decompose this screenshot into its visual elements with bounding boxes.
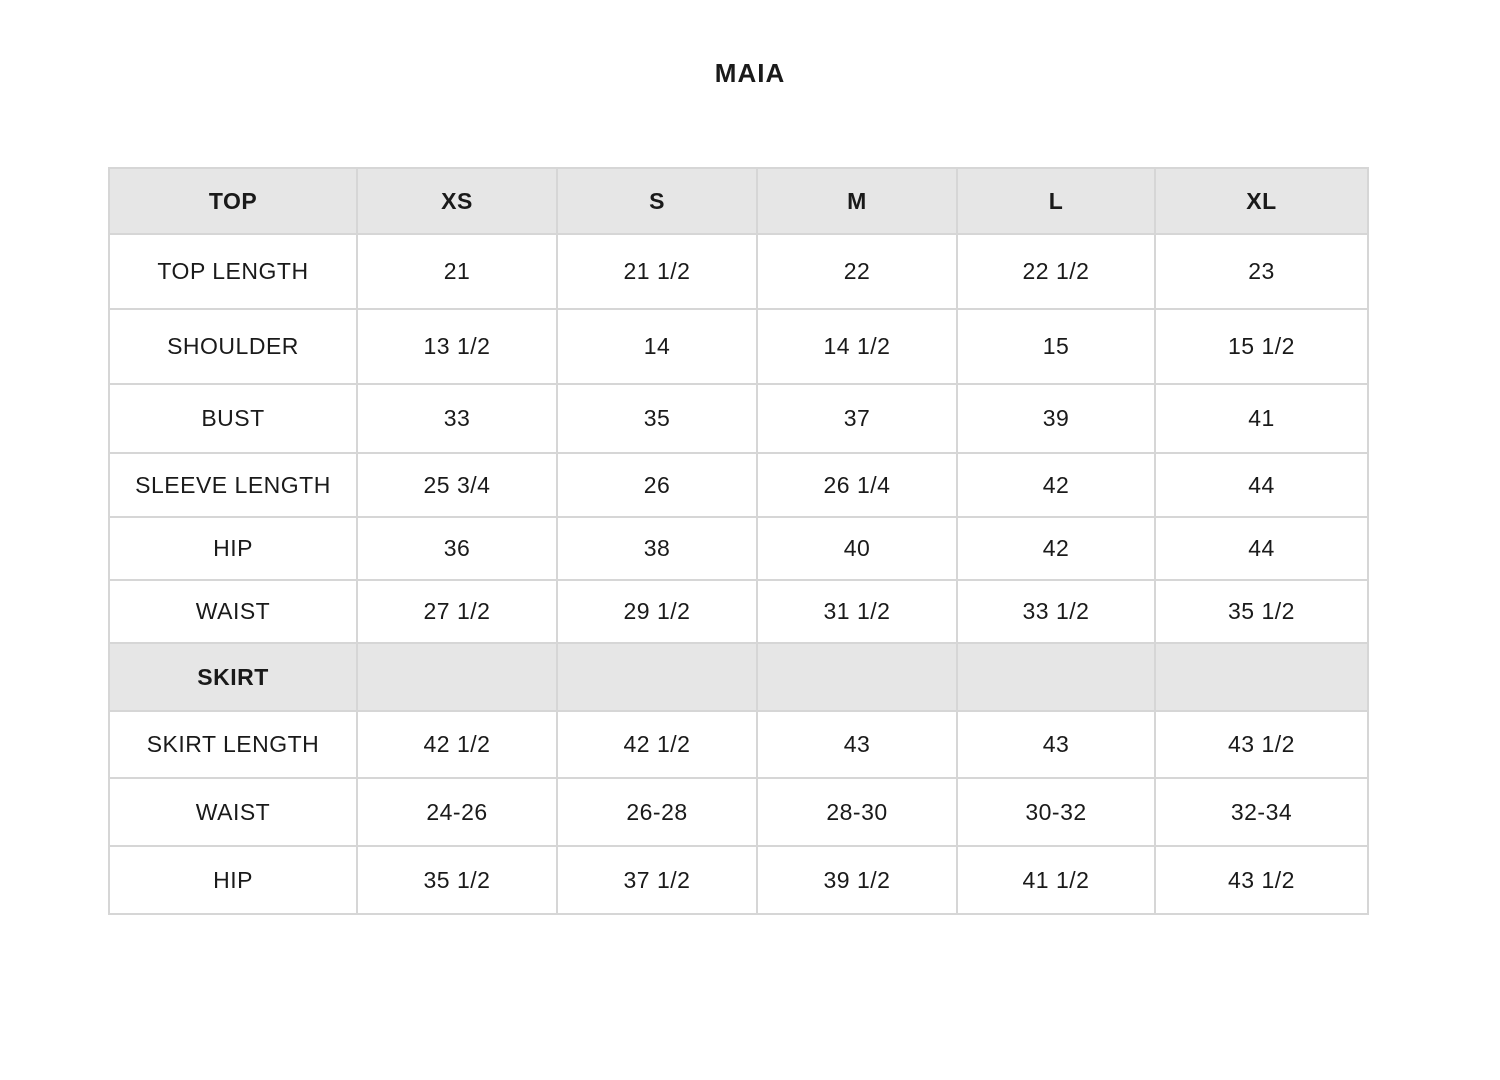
top-measurement-row xyxy=(109,234,1368,309)
size-value-cell: 27 1/2 xyxy=(357,580,557,643)
size-value-cell: 35 xyxy=(557,384,757,453)
skirt-section-header xyxy=(109,643,1368,711)
size-value-cell: 37 xyxy=(757,384,957,453)
page-title: MAIA xyxy=(714,58,786,88)
size-value-cell: 33 1/2 xyxy=(957,580,1155,643)
size-value-cell: 37 1/2 xyxy=(557,846,757,914)
size-value-cell: 21 xyxy=(357,234,557,309)
row-label-cell: SKIRT xyxy=(109,643,357,711)
size-value-cell: 41 xyxy=(1155,384,1368,453)
size-value-cell: 30-32 xyxy=(957,778,1155,846)
size-value-cell xyxy=(957,643,1155,711)
size-value-cell: 35 1/2 xyxy=(357,846,557,914)
size-value-cell: 43 xyxy=(757,711,957,778)
size-value-cell: 25 3/4 xyxy=(357,453,557,517)
size-value-cell: 26 1/4 xyxy=(757,453,957,517)
skirt-measurement-row xyxy=(109,778,1368,846)
size-value-cell: 14 1/2 xyxy=(757,309,957,384)
row-label-cell: SKIRT LENGTH xyxy=(109,711,357,778)
size-value-cell: 42 xyxy=(957,453,1155,517)
size-value-cell: S xyxy=(557,168,757,234)
size-value-cell: 22 xyxy=(757,234,957,309)
size-value-cell: 23 xyxy=(1155,234,1368,309)
size-value-cell: 42 1/2 xyxy=(357,711,557,778)
row-label-cell: WAIST xyxy=(109,580,357,643)
size-value-cell: 42 xyxy=(957,517,1155,580)
size-value-cell: 43 xyxy=(957,711,1155,778)
size-value-cell xyxy=(1155,643,1368,711)
top-measurement-row xyxy=(109,580,1368,643)
size-chart-table xyxy=(108,167,1369,915)
top-section-header xyxy=(109,168,1368,234)
skirt-measurement-row xyxy=(109,846,1368,914)
size-value-cell: 15 1/2 xyxy=(1155,309,1368,384)
size-value-cell: 22 1/2 xyxy=(957,234,1155,309)
size-value-cell: 28-30 xyxy=(757,778,957,846)
size-value-cell: 24-26 xyxy=(357,778,557,846)
top-measurement-row xyxy=(109,384,1368,453)
size-value-cell: 35 1/2 xyxy=(1155,580,1368,643)
size-value-cell: 33 xyxy=(357,384,557,453)
row-label-cell: WAIST xyxy=(109,778,357,846)
row-label-cell: TOP xyxy=(109,168,357,234)
size-value-cell xyxy=(557,643,757,711)
size-value-cell: 39 xyxy=(957,384,1155,453)
size-value-cell: 43 1/2 xyxy=(1155,711,1368,778)
size-value-cell: 36 xyxy=(357,517,557,580)
skirt-measurement-row xyxy=(109,711,1368,778)
size-value-cell: 39 1/2 xyxy=(757,846,957,914)
size-value-cell: 14 xyxy=(557,309,757,384)
size-value-cell: 13 1/2 xyxy=(357,309,557,384)
size-value-cell: 42 1/2 xyxy=(557,711,757,778)
size-value-cell: 44 xyxy=(1155,517,1368,580)
size-value-cell: 44 xyxy=(1155,453,1368,517)
size-value-cell: M xyxy=(757,168,957,234)
size-value-cell: 26 xyxy=(557,453,757,517)
size-value-cell: XL xyxy=(1155,168,1368,234)
top-measurement-row xyxy=(109,309,1368,384)
row-label-cell: SLEEVE LENGTH xyxy=(109,453,357,517)
size-value-cell: 43 1/2 xyxy=(1155,846,1368,914)
size-value-cell: 26-28 xyxy=(557,778,757,846)
size-value-cell: 41 1/2 xyxy=(957,846,1155,914)
size-value-cell: L xyxy=(957,168,1155,234)
size-value-cell: XS xyxy=(357,168,557,234)
row-label-cell: HIP xyxy=(109,517,357,580)
size-value-cell: 31 1/2 xyxy=(757,580,957,643)
size-chart-body xyxy=(109,168,1368,914)
size-value-cell: 38 xyxy=(557,517,757,580)
size-value-cell: 29 1/2 xyxy=(557,580,757,643)
size-value-cell: 32-34 xyxy=(1155,778,1368,846)
top-measurement-row xyxy=(109,517,1368,580)
size-value-cell xyxy=(757,643,957,711)
size-value-cell: 40 xyxy=(757,517,957,580)
row-label-cell: BUST xyxy=(109,384,357,453)
size-value-cell: 15 xyxy=(957,309,1155,384)
size-value-cell: 21 1/2 xyxy=(557,234,757,309)
top-measurement-row xyxy=(109,453,1368,517)
row-label-cell: SHOULDER xyxy=(109,309,357,384)
row-label-cell: HIP xyxy=(109,846,357,914)
size-value-cell xyxy=(357,643,557,711)
row-label-cell: TOP LENGTH xyxy=(109,234,357,309)
